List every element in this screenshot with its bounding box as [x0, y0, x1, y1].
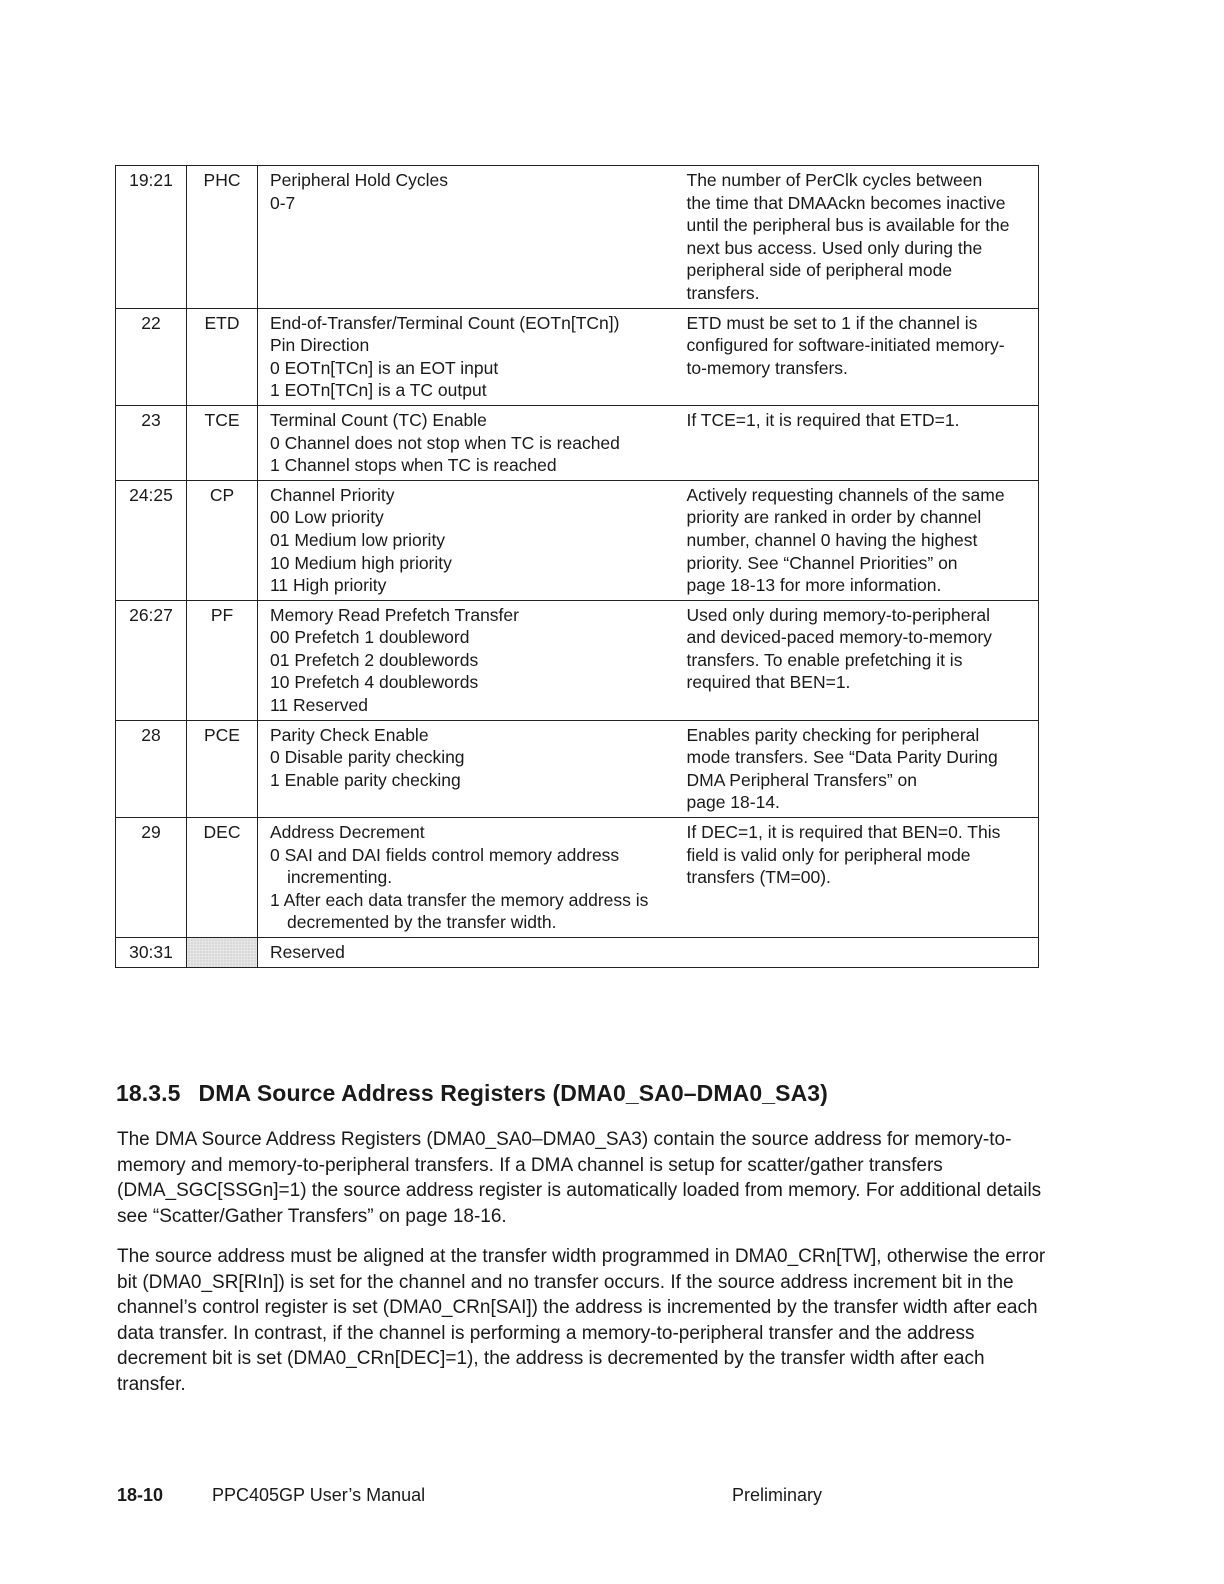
field-function-line: 0-7: [270, 192, 296, 213]
field-name: PCE: [187, 720, 258, 817]
field-bits: 22: [116, 308, 187, 405]
footer-page-number: 18-10: [117, 1485, 164, 1505]
field-bits: 29: [116, 818, 187, 938]
field-function: [258, 166, 677, 309]
field-function-line: End-of-Transfer/Terminal Count (EOTn[TCn]): [270, 312, 620, 333]
field-name: TCE: [187, 405, 258, 480]
field-description-line: number, channel 0 having the highest: [686, 529, 978, 550]
field-description-line: DMA Peripheral Transfers” on: [686, 769, 918, 790]
footer-status: Preliminary: [732, 1485, 823, 1505]
field-description-line: If TCE=1, it is required that ETD=1.: [686, 409, 960, 430]
table-row: [116, 818, 1039, 938]
field-description-line: required that BEN=1.: [686, 672, 851, 693]
field-name: DEC: [187, 818, 258, 938]
field-description-line: If DEC=1, it is required that BEN=0. This: [686, 822, 1001, 843]
field-description: [677, 166, 1039, 309]
field-description: [677, 405, 1039, 480]
field-description-line: transfers.: [686, 282, 760, 303]
field-description: [677, 938, 1039, 968]
field-bits: 23: [116, 405, 187, 480]
field-function-line: Memory Read Prefetch Transfer: [270, 604, 519, 625]
field-function-option: 1 After each data transfer the memory address is decremented by the transfer width.: [270, 889, 649, 933]
field-description: [677, 818, 1039, 938]
section-title-text: DMA Source Address Registers (DMA0_SA0–DMA0_SA3): [198, 1080, 828, 1106]
field-function: [258, 405, 677, 480]
register-field-table: [115, 165, 1039, 968]
field-function: [258, 600, 677, 720]
field-description-line: Actively requesting channels of the same: [686, 484, 1005, 505]
field-description-line: until the peripheral bus is available for the: [686, 215, 1010, 236]
field-bits: 24:25: [116, 480, 187, 600]
field-description-line: mode transfers. See “Data Parity During: [686, 747, 998, 768]
table-row: [116, 938, 1039, 968]
field-bits: 30:31: [116, 938, 187, 968]
field-function-line: 0 Channel does not stop when TC is reached: [270, 432, 620, 453]
field-function-line: 1 EOTn[TCn] is a TC output: [270, 380, 487, 401]
field-bits: 19:21: [116, 166, 187, 309]
field-description-line: page 18-14.: [686, 792, 780, 813]
field-description-line: to-memory transfers.: [686, 357, 848, 378]
field-description: [677, 480, 1039, 600]
field-description-line: transfers (TM=00).: [686, 867, 831, 888]
field-function-option: 0 SAI and DAI fields control memory address incrementing.: [270, 844, 620, 888]
section-number: 18.3.5: [116, 1080, 181, 1106]
field-description-line: the time that DMAAckn becomes inactive: [686, 192, 1006, 213]
field-function-line: 10 Medium high priority: [270, 552, 452, 573]
field-description-line: next bus access. Used only during the: [686, 237, 983, 258]
body-paragraph: The source address must be aligned at the transfer width programmed in DMA0_CRn[TW], otherwise the error bit (DMA0_SR[RIn]) is set for the channel and no transfer occurs. If the source address increment bit in the channel’s control register is set (DMA0_CRn[SAI]) the address is incremented by the transfer width after each data transfer. In contrast, if the channel is performing a memory-to-peripheral transfer and the address decrement bit is set (DMA0_CRn[DEC]=1), the address is decremented by the transfer width after each transfer.: [117, 1246, 1046, 1395]
field-function-line: 10 Prefetch 4 doublewords: [270, 672, 479, 693]
section-heading: [116, 1080, 828, 1107]
field-description-line: priority are ranked in order by channel: [686, 507, 982, 528]
field-description-line: page 18-13 for more information.: [686, 575, 942, 596]
field-description-line: transfers. To enable prefetching it is: [686, 649, 963, 670]
field-function: [258, 308, 677, 405]
field-name: PHC: [187, 166, 258, 309]
field-name: PF: [187, 600, 258, 720]
field-function-line: 0 EOTn[TCn] is an EOT input: [270, 357, 499, 378]
field-function-line: 00 Prefetch 1 doubleword: [270, 627, 470, 648]
field-description-line: The number of PerClk cycles between: [686, 170, 983, 190]
field-function-line: 0 Disable parity checking: [270, 747, 465, 768]
field-function-line: 1 Channel stops when TC is reached: [270, 455, 557, 476]
table-row: [116, 166, 1039, 309]
table-row: [116, 720, 1039, 817]
field-description-line: peripheral side of peripheral mode: [686, 260, 953, 281]
field-description: [677, 600, 1039, 720]
field-function-line: Reserved: [270, 942, 345, 962]
table-row: [116, 600, 1039, 720]
field-function-line: Terminal Count (TC) Enable: [270, 409, 487, 430]
field-name: ETD: [187, 308, 258, 405]
reserved-shaded-cell: [187, 938, 258, 968]
field-function-line: Address Decrement: [270, 822, 425, 843]
field-description-line: ETD must be set to 1 if the channel is: [686, 312, 978, 333]
field-description-line: field is valid only for peripheral mode: [686, 844, 971, 865]
field-function: [258, 720, 677, 817]
field-function-line: 11 High priority: [270, 575, 387, 596]
field-function-line: 00 Low priority: [270, 507, 384, 528]
field-description-line: Used only during memory-to-peripheral: [686, 604, 990, 625]
field-bits: 28: [116, 720, 187, 817]
field-function-line: Channel Priority: [270, 484, 395, 505]
field-description: [677, 308, 1039, 405]
table-row: [116, 480, 1039, 600]
field-function: [258, 818, 677, 938]
table-row: [116, 405, 1039, 480]
table-row: [116, 308, 1039, 405]
field-description: [677, 720, 1039, 817]
field-function-line: Pin Direction: [270, 335, 370, 356]
field-description-line: configured for software-initiated memory-: [686, 335, 1005, 356]
field-bits: 26:27: [116, 600, 187, 720]
field-function-line: Peripheral Hold Cycles: [270, 170, 448, 190]
field-function: [258, 938, 677, 968]
field-function-line: 11 Reserved: [270, 695, 368, 716]
field-description-line: and deviced-paced memory-to-memory: [686, 627, 992, 648]
field-function-line: Parity Check Enable: [270, 724, 429, 745]
field-function-line: 01 Prefetch 2 doublewords: [270, 649, 479, 670]
field-function-line: 01 Medium low priority: [270, 529, 446, 550]
field-function: [258, 480, 677, 600]
body-paragraph: The DMA Source Address Registers (DMA0_SA0–DMA0_SA3) contain the source address for memory-to-memory and memory-to-peripheral transfers. If a DMA channel is setup for scatter/gather transfers (DMA_SGC[SSGn]=1) the source address register is automatically loaded from memory. For additional details see “Scatter/Gather Transfers” on page 18-16.: [117, 1129, 1042, 1227]
footer-manual-title: PPC405GP User’s Manual: [212, 1485, 426, 1505]
field-function-line: 1 Enable parity checking: [270, 769, 461, 790]
field-description-line: Enables parity checking for peripheral: [686, 724, 980, 745]
field-name: CP: [187, 480, 258, 600]
field-description-line: priority. See “Channel Priorities” on: [686, 552, 958, 573]
